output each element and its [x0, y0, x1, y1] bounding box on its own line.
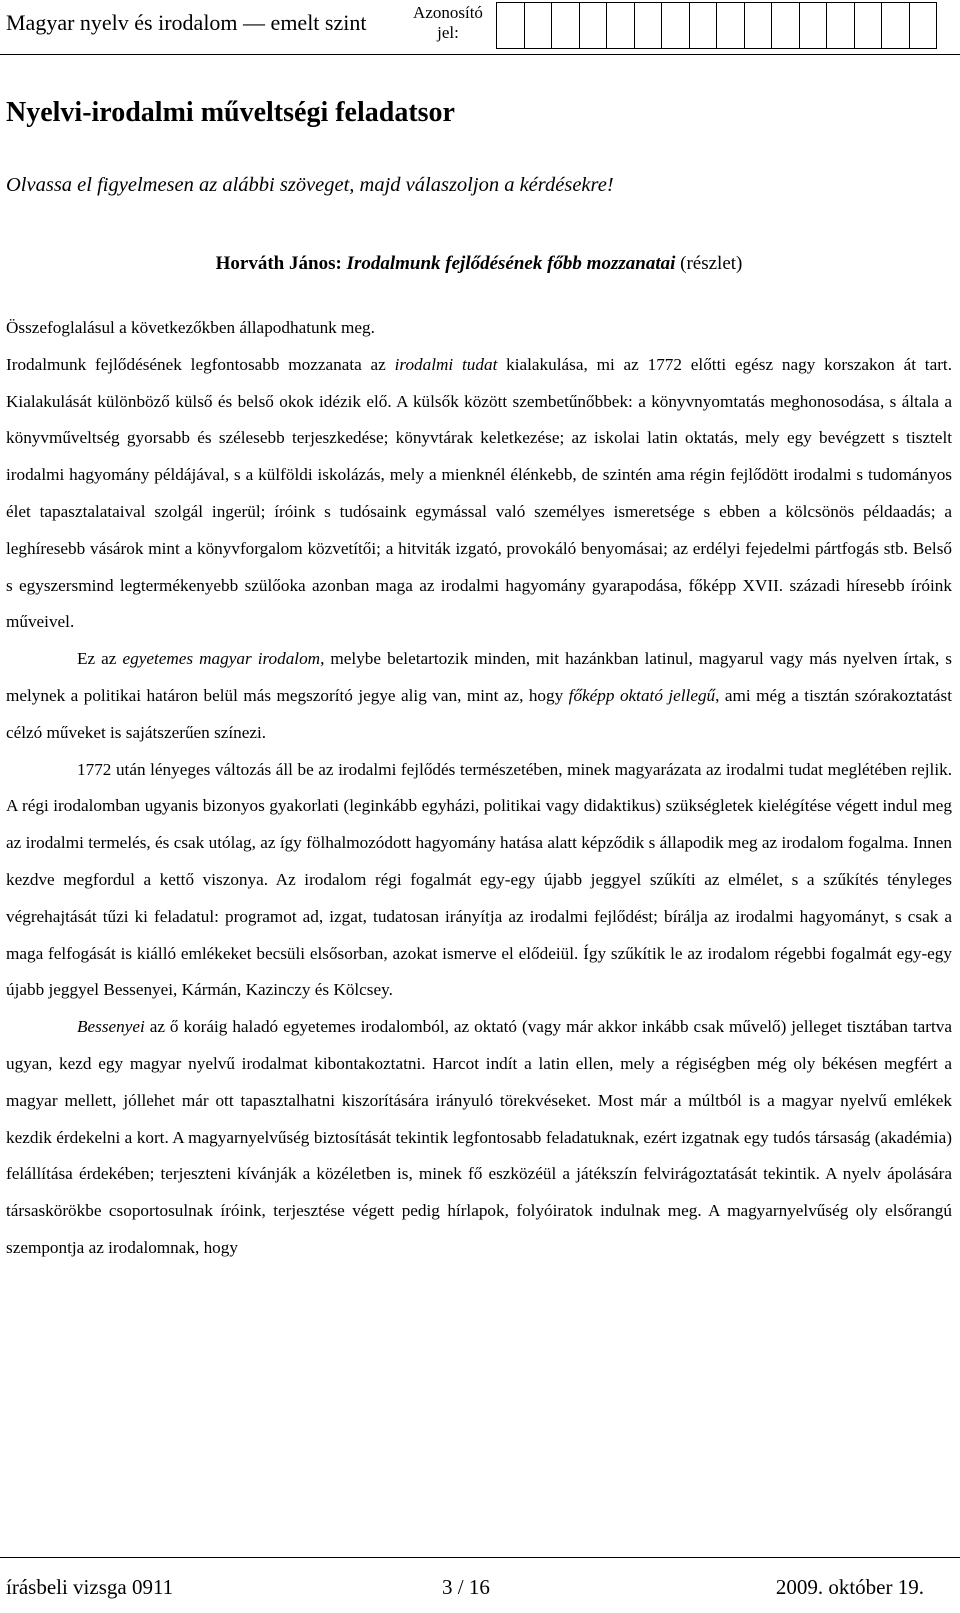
id-box[interactable]: [690, 3, 718, 49]
id-box[interactable]: [745, 3, 773, 49]
id-box[interactable]: [580, 3, 608, 49]
page-footer: [0, 1557, 960, 1613]
id-box[interactable]: [552, 3, 580, 49]
emphasis-irodalmi-tudat: irodalmi tudat: [394, 354, 498, 374]
id-box[interactable]: [497, 3, 525, 49]
page-header: [0, 0, 960, 52]
id-box[interactable]: [607, 3, 635, 49]
paragraph-1: Irodalmunk fejlődésének legfontosabb mozzanata az irodalmi tudat kialakulása, mi az 1772 előtti egész nagy korszakon át tart. Kialakulását különböző külső és belső okok idézik elő. A külsők között szembetűnőbbek: a könyvnyomtatás meghonosodása, s általa a könyvműveltség gyorsabb és szélesebb terjeszkedése; könyvtárak keletkezése; az iskolai latin oktatás, mely egy bevégzett s tisztelt irodalmi hagyomány példájával, s a külföldi iskolázás, mely a mienknél élénkebb, de szintén ama régin fejlődött irodalmi s tudományos élet tapasztalataival szolgál ingerül; íróink s tudósaink egymással való személyes ismeretsége s ebben a kölcsönös példaadás; a leghíresebb vásárok mint a könyvforgalom közvetítői; a hitviták izgató, provokáló benyomásai; az erdélyi fejedelmi pártfogás stb. Belső s egyszersmind legtermékenyebb szülőoka azonban maga az irodalmi hagyomány gyarapodása, főképp XVII. századi híresebb íróink műveivel.: [6, 354, 952, 632]
emphasis-egyetemes-magyar-irodalom: egyetemes magyar irodalom: [122, 649, 321, 669]
header-divider: [0, 54, 960, 55]
id-box[interactable]: [855, 3, 883, 49]
paragraph-3: 1772 után lényeges változás áll be az irodalmi fejlődés természetében, minek magyarázata az irodalmi tudat meglétében rejlik. A régi irodalomban ugyanis bizonyos gyakorlati (leginkább egyházi, politikai vagy didaktikus) szükségletek kielégítése végett indul meg az irodalmi termelés, és csak utólag, az így fölhalmozódott hagyomány hatása alatt képződik s állapodik meg az irodalom fogalma. Innen kezdve megfordul a kettő viszonya. Az irodalom régi fogalmát egy-egy újabb jeggyel szűkíti az elmélet, s a szűkítés tényleges végrehajtását tűzi ki feladatul: programot ad, izgat, tudatosan irányítja az irodalmi fejlődést; bírálja az irodalmi hagyományt, s csak a maga felfogását is kiálló emlékeket becsüli elsősorban, azokat ismerve el elődeiül. Így szűkítik le az irodalom régebbi fogalmát egy-egy újabb jeggyel Bessenyei, Kármán, Kazinczy és Kölcsey.: [6, 759, 952, 1000]
id-box-row: [496, 2, 937, 49]
source-suffix: (részlet): [675, 253, 743, 274]
footer-exam-code: írásbeli vizsga 0911: [6, 1575, 174, 1599]
id-box[interactable]: [717, 3, 745, 49]
id-box[interactable]: [772, 3, 800, 49]
header-title: Magyar nyelv és irodalom — emelt szint: [6, 10, 367, 35]
id-box[interactable]: [827, 3, 855, 49]
footer-date: 2009. október 19.: [775, 1575, 924, 1599]
source-author: Horváth János:: [215, 253, 347, 274]
id-box[interactable]: [882, 3, 910, 49]
id-box[interactable]: [662, 3, 690, 49]
paragraph-4: Bessenyei az ő koráig haladó egyetemes irodalomból, az oktató (vagy már akkor inkább csak művelő) jelleget tisztában tartva ugyan, kezd egy magyar nyelvű irodalmat kibontakoztatni. Harcot indít a latin ellen, mely a régiségben még oly békésen megfért a magyar mellett, jóllehet már ott tapasztalhatni kiszorítására irányuló törekvéseket. Most már a múltból is a magyar nyelvű emlékek kezdik érdekelni a kort. A magyarnyelvűség biztosítását tekintik legfontosabb feladatuknak, ezért izgatnak egy tudós társaság (akadémia) felállítása érdekében; terjeszteni kívánják a közéletben is, minek fő eszközéül a játékszín felvirágoztatását tekintik. A nyelv ápolására társaskörökbe csoportosulnak íróink, terjesztése végett pedig hírlapok, folyóiratok indulnak meg. A magyarnyelvűség oly elsőrangú szempontja az irodalomnak, hogy: [6, 1017, 952, 1257]
instruction-text: Olvassa el figyelmesen az alábbi szöveget, majd válaszoljon a kérdésekre!: [6, 174, 614, 196]
id-box[interactable]: [525, 3, 553, 49]
paragraph-summary-intro: Összefoglalásul a következőkben állapodhatunk meg.: [6, 318, 375, 337]
id-box[interactable]: [800, 3, 828, 49]
emphasis-fokepp-oktato-jellegu: főképp oktató jellegű: [568, 685, 716, 705]
emphasis-bessenyei: Bessenyei: [77, 1017, 145, 1037]
footer-page-number: 3 / 16: [442, 1575, 490, 1599]
id-box[interactable]: [635, 3, 663, 49]
paragraph-2: Ez az egyetemes magyar irodalom, melybe beletartozik minden, mit hazánkban latinul, magyarul vagy más nyelven írtak, s melynek a politikai határon belül más megszorító jegye alig van, mint az, hogy főképp oktató jellegű, ami még a tisztán szórakoztatást célzó műveket is sajátszerűen színezi.: [6, 649, 952, 742]
footer-divider: [0, 1557, 960, 1558]
source-title: Irodalmunk fejlődésének főbb mozzanatai: [346, 253, 676, 274]
section-heading: Nyelvi-irodalmi műveltségi feladatsor: [6, 97, 455, 128]
source-citation: [6, 249, 952, 279]
id-box[interactable]: [910, 3, 938, 49]
exam-content: [6, 92, 952, 1267]
id-label: Azonosító jel:: [413, 3, 483, 42]
